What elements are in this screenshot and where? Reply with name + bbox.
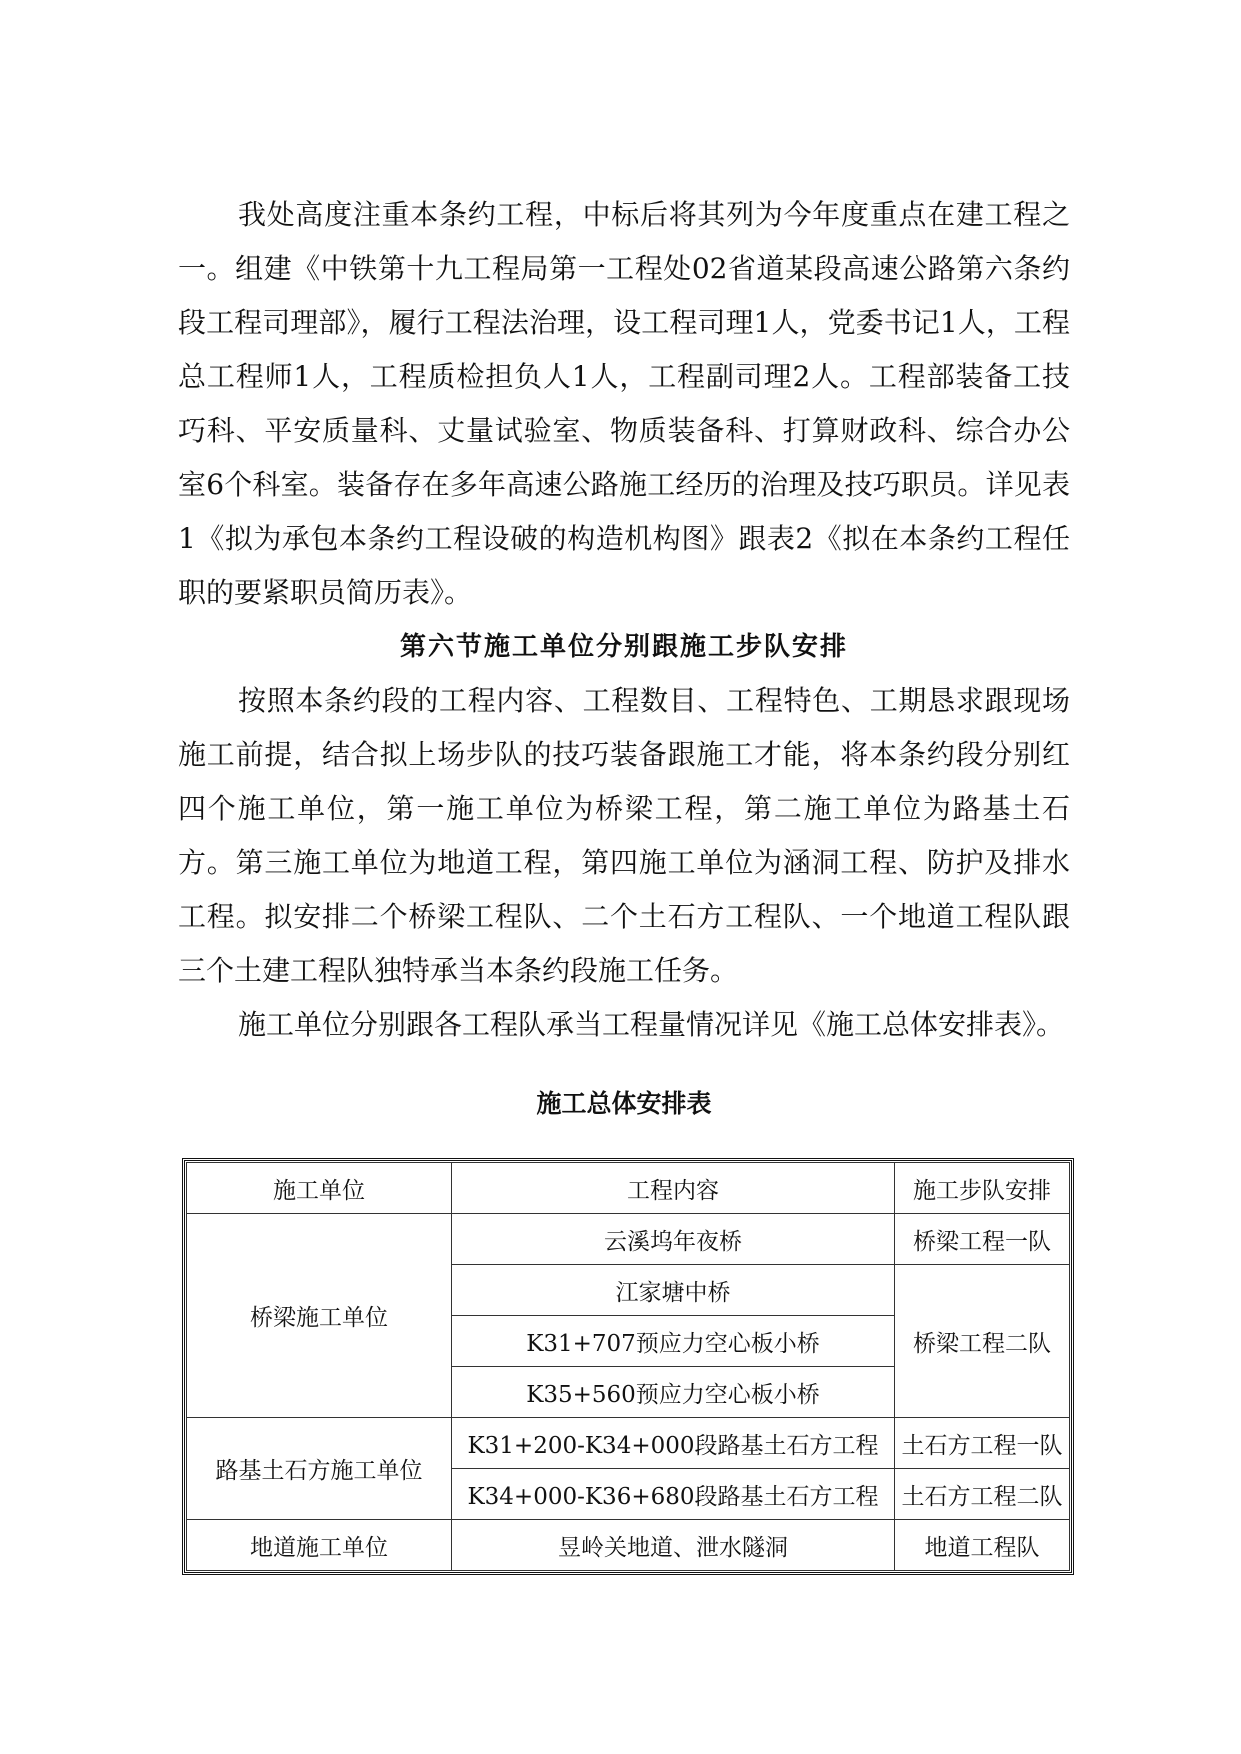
table-cell-content: K34+000-K36+680段路基土石方工程 [452,1469,895,1520]
table-header-row [187,1163,1070,1214]
table-cell-unit: 桥梁施工单位 [187,1214,452,1418]
table-cell-content: K31+200-K34+000段路基土石方工程 [452,1418,895,1469]
table-header-cell: 施工单位 [187,1163,452,1214]
table-cell-content: 昱岭关地道、泄水隧洞 [452,1520,895,1571]
table-header-cell: 施工步队安排 [895,1163,1070,1214]
section-title: 第六节施工单位分别跟施工步队安排 [399,632,848,662]
table-cell-team: 地道工程队 [895,1520,1070,1571]
table-cell-unit: 路基土石方施工单位 [187,1418,452,1520]
table-cell-team: 土石方工程二队 [895,1469,1070,1520]
table-row [187,1520,1070,1571]
document-body [178,188,1070,1126]
table-cell-content: 云溪坞年夜桥 [452,1214,895,1265]
table-cell-unit: 地道施工单位 [187,1520,452,1571]
table-cell-content: K35+560预应力空心板小桥 [452,1367,895,1418]
table-cell-team: 桥梁工程二队 [895,1265,1070,1418]
paragraph: 施工单位分别跟各工程队承当工程量情况详见《施工总体安排表》。 [238,1008,1065,1041]
paragraph: 我处高度注重本条约工程，中标后将其列为今年度重点在建工程之一。组建《中铁第十九工程局第一工程处02省道某段高速公路第六条约段工程司理部》，履行工程法治理，设工程司理1人，党委书记1人，工程总工程师1人，工程质检担负人1人，工程副司理2人。工程部装备工技巧科、平安质量科、丈量试验室、物质装备科、打算财政科、综合办公室6个科室。装备存在多年高速公路施工经历的治理及技巧职员。详见表1《拟为承包本条约工程设破的构造机构图》跟表2《拟在本条约工程任职的要紧职员简历表》。 [178,198,1070,609]
table-cell-content: 江家塘中桥 [452,1265,895,1316]
table-title: 施工总体安排表 [536,1089,712,1118]
table-row [187,1418,1070,1469]
table-header-cell: 工程内容 [452,1163,895,1214]
table-cell-content: K31+707预应力空心板小桥 [452,1316,895,1367]
paragraph: 按照本条约段的工程内容、工程数目、工程特色、工期恳求跟现场施工前提，结合拟上场步队的技巧装备跟施工才能，将本条约段分别红四个施工单位，第一施工单位为桥梁工程，第二施工单位为路基土石方。第三施工单位为地道工程，第四施工单位为涵洞工程、防护及排水工程。拟安排二个桥梁工程队、二个土石方工程队、一个地道工程队跟三个土建工程队独特承当本条约段施工任务。 [178,684,1070,987]
table-cell-team: 土石方工程一队 [895,1418,1070,1469]
table-row [187,1214,1070,1265]
schedule-table [182,1158,1074,1575]
table-cell-team: 桥梁工程一队 [895,1214,1070,1265]
